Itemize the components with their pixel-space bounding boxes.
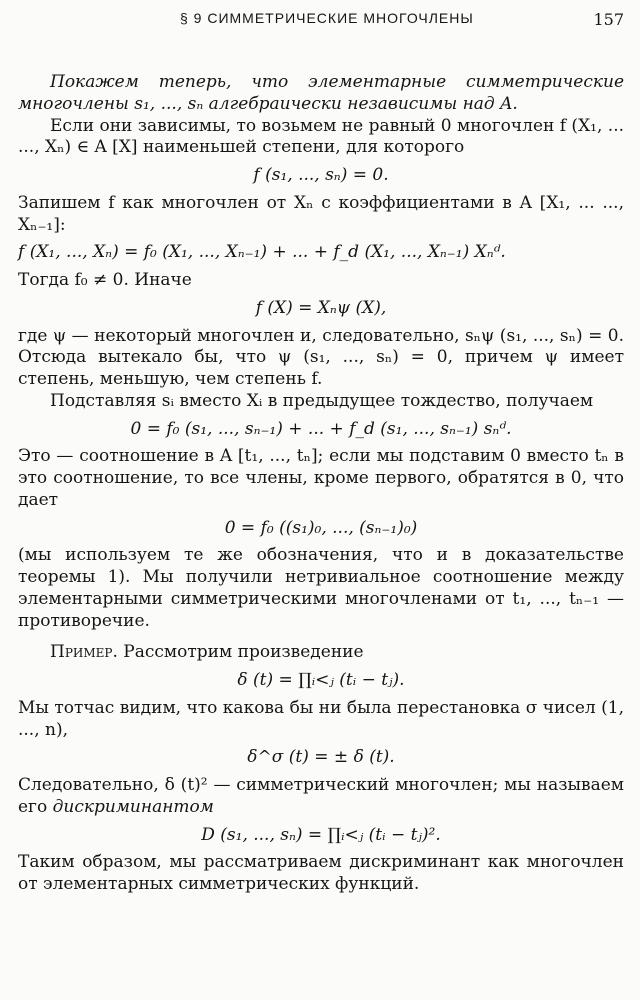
- paragraph-write-f: Запишем f как многочлен от Xₙ с коэффициентами в A [X₁, ... ..., Xₙ₋₁]:: [18, 192, 624, 235]
- running-header: [0, 10, 640, 34]
- example-label: Пример.: [50, 642, 118, 663]
- paragraph-example: [18, 642, 624, 664]
- example-text: Рассмотрим произведение: [123, 642, 364, 663]
- paragraph-claim: Покажем теперь, что элементарные симметрические многочлены s₁, ..., sₙ алгебраически независимы над A.: [18, 72, 624, 114]
- page-number: 157: [593, 10, 624, 29]
- page-body: [18, 72, 624, 896]
- paragraph-permutation: Мы тотчас видим, что какова бы ни была перестановка σ чисел (1, ..., n),: [18, 697, 624, 740]
- formula-zero-relation: 0 = f₀ ((s₁)₀, ..., (sₙ₋₁)₀): [224, 517, 418, 538]
- paragraph-relation: Это — соотношение в A [t₁, ..., tₙ]; если мы подставим 0 вместо tₙ в это соотношение, то все члены, кроме первого, обратятся в 0, что дает: [18, 446, 624, 510]
- discriminant-term: дискриминантом: [52, 796, 214, 817]
- paragraph-conclusion: Таким образом, мы рассматриваем дискриминант как многочлен от элементарных симметрических функций.: [18, 852, 624, 894]
- formula-discriminant: D (s₁, ..., sₙ) = ∏ᵢ<ⱼ (tᵢ − tⱼ)².: [201, 824, 441, 845]
- paragraph-assumption: Если они зависимы, то возьмем не равный 0 многочлен f (X₁, ... ..., Xₙ) ∈ A [X] наименьшей степени, для которого: [18, 115, 624, 158]
- formula-delta: δ (t) = ∏ᵢ<ⱼ (tᵢ − tⱼ).: [237, 670, 405, 690]
- formula-expansion: f (X₁, ..., Xₙ) = f₀ (X₁, ..., Xₙ₋₁) + ... + f_d (X₁, ..., Xₙ₋₁) Xₙᵈ.: [18, 242, 506, 263]
- paragraph-contradiction: (мы используем те же обозначения, что и в доказательстве теоремы 1). Мы получили нетривиальное соотношение между элементарными симметрическими многочленами от t₁, ..., tₙ₋₁ — противоречие.: [18, 545, 624, 631]
- paragraph-substitution: Подставляя sᵢ вместо Xᵢ в предыдущее тождество, получаем: [50, 390, 594, 411]
- formula-delta-sigma: δ^σ (t) = ± δ (t).: [247, 747, 395, 768]
- formula-f-s-zero: f (s₁, ..., sₙ) = 0.: [253, 165, 389, 185]
- formula-f-x-psi: f (X) = Xₙψ (X),: [255, 297, 387, 318]
- discriminant-intro: Следовательно, δ (t)² — симметрический многочлен; мы называем его: [18, 775, 624, 817]
- paragraph-discriminant: [18, 775, 624, 819]
- formula-substituted: 0 = f₀ (s₁, ..., sₙ₋₁) + ... + f_d (s₁, ..., sₙ₋₁) sₙᵈ.: [130, 418, 512, 439]
- paragraph-psi: где ψ — некоторый многочлен и, следовательно, sₙψ (s₁, ..., sₙ) = 0. Отсюда вытекало бы, что ψ (s₁, ..., sₙ) = 0, причем ψ имеет степень, меньшую, чем степень f.: [18, 325, 624, 389]
- paragraph-then: Тогда f₀ ≠ 0. Иначе: [18, 270, 192, 290]
- header-title: § 9 СИММЕТРИЧЕСКИЕ МНОГОЧЛЕНЫ: [180, 10, 474, 26]
